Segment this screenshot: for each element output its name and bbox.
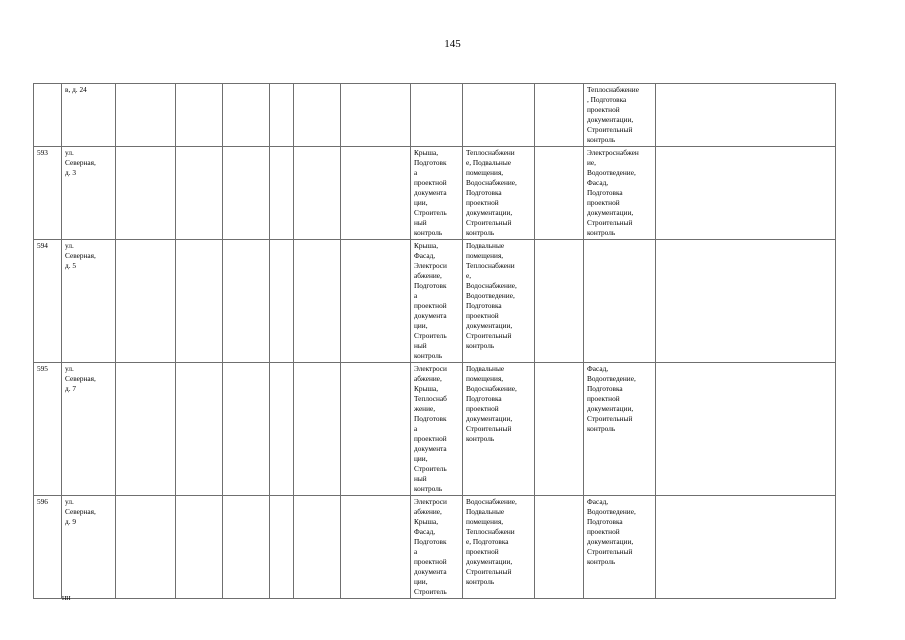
row-number-cell: [34, 84, 62, 147]
work-types-cell: Теплоснабжени е, Подвальные помещения, Водоснабжение, Подготовка проектной документации, Строительный контроль: [463, 147, 535, 240]
empty-cell: [270, 496, 294, 599]
address-cell: ул. Северная, д. 9: [62, 496, 116, 599]
row-number-cell: 596: [34, 496, 62, 599]
empty-cell: [341, 363, 411, 496]
work-types-cell: Электроси абжение, Крыша, Теплоснаб жение, Подготовк а проектной документа ции, Строитель ный контроль: [411, 363, 463, 496]
empty-cell: [270, 363, 294, 496]
work-types-cell: Теплоснабжение , Подготовка проектной документации, Строительный контроль: [584, 84, 656, 147]
row-number-cell: 595: [34, 363, 62, 496]
row-number-cell: 594: [34, 240, 62, 363]
footer-note: нн: [62, 593, 71, 602]
address-cell: ул. Северная, д. 3: [62, 147, 116, 240]
empty-cell: [535, 240, 584, 363]
work-types-cell: Подвальные помещения, Теплоснабжени е, Водоснабжение, Водоотведение, Подготовка проектной документации, Строительный контроль: [463, 240, 535, 363]
empty-cell: [270, 240, 294, 363]
empty-cell: [116, 84, 176, 147]
work-types-cell: Фасад, Водоотведение, Подготовка проектной документации, Строительный контроль: [584, 363, 656, 496]
empty-cell: [341, 84, 411, 147]
empty-cell: [116, 240, 176, 363]
empty-cell: [176, 496, 223, 599]
empty-cell: [176, 363, 223, 496]
empty-cell: [116, 363, 176, 496]
empty-cell: [223, 496, 270, 599]
empty-cell: [270, 147, 294, 240]
empty-cell: [223, 147, 270, 240]
empty-cell: [656, 496, 836, 599]
empty-cell: [223, 84, 270, 147]
empty-cell: [223, 363, 270, 496]
empty-cell: [270, 84, 294, 147]
empty-cell: [116, 496, 176, 599]
empty-cell: [176, 240, 223, 363]
row-number-cell: 593: [34, 147, 62, 240]
empty-cell: [535, 147, 584, 240]
empty-cell: [341, 496, 411, 599]
empty-cell: [294, 84, 341, 147]
table-row: [34, 363, 836, 496]
capital-repair-table: [33, 83, 836, 599]
empty-cell: [656, 84, 836, 147]
empty-cell: [176, 147, 223, 240]
address-cell: в, д. 24: [62, 84, 116, 147]
work-types-cell: Крыша, Подготовк а проектной документа ции, Строитель ный контроль: [411, 147, 463, 240]
empty-cell: [176, 84, 223, 147]
empty-cell: [341, 240, 411, 363]
page-number: 145: [444, 38, 461, 50]
work-types-cell: Подвальные помещения, Водоснабжение, Подготовка проектной документации, Строительный контроль: [463, 363, 535, 496]
table-row: [34, 147, 836, 240]
empty-cell: [656, 363, 836, 496]
table-row: [34, 240, 836, 363]
address-cell: ул. Северная, д. 7: [62, 363, 116, 496]
empty-cell: [341, 147, 411, 240]
empty-cell: [223, 240, 270, 363]
table-row: [34, 496, 836, 599]
empty-cell: [294, 496, 341, 599]
work-types-cell: [584, 240, 656, 363]
empty-cell: [535, 84, 584, 147]
empty-cell: [535, 363, 584, 496]
empty-cell: [116, 147, 176, 240]
empty-cell: [535, 496, 584, 599]
address-cell: ул. Северная, д. 5: [62, 240, 116, 363]
work-types-cell: Водоснабжение, Подвальные помещения, Теплоснабжени е, Подготовка проектной документации, Строительный контроль: [463, 496, 535, 599]
work-types-cell: Электроснабжен ие, Водоотведение, Фасад, Подготовка проектной документации, Строительный контроль: [584, 147, 656, 240]
empty-cell: [294, 240, 341, 363]
empty-cell: [294, 147, 341, 240]
table-row: [34, 84, 836, 147]
work-types-cell: Крыша, Фасад, Электроси абжение, Подготовк а проектной документа ции, Строитель ный контроль: [411, 240, 463, 363]
work-types-cell: Электроси абжение, Крыша, Фасад, Подготовк а проектной документа ции, Строитель: [411, 496, 463, 599]
empty-cell: [656, 147, 836, 240]
empty-cell: [294, 363, 341, 496]
empty-cell: [656, 240, 836, 363]
work-types-cell: Фасад, Водоотведение, Подготовка проектной документации, Строительный контроль: [584, 496, 656, 599]
work-types-cell: [411, 84, 463, 147]
work-types-cell: [463, 84, 535, 147]
